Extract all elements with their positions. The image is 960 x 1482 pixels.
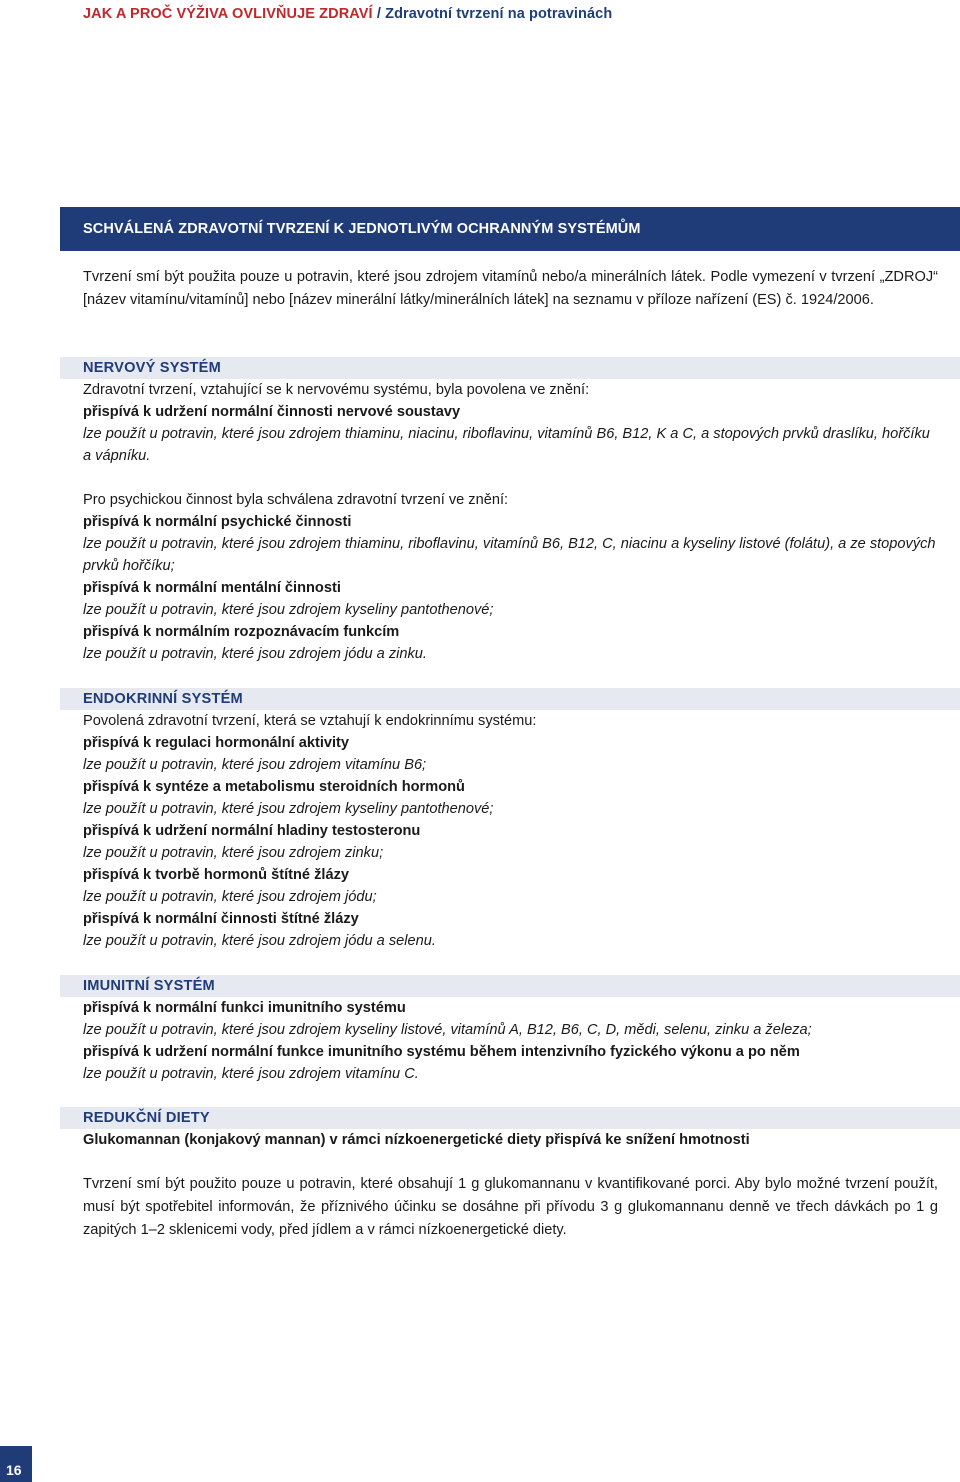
page-title: SCHVÁLENÁ ZDRAVOTNÍ TVRZENÍ K JEDNOTLIVÝM OCHRANNÝM SYSTÉMŮM (83, 221, 641, 237)
section-nervous (83, 357, 938, 665)
claim: přispívá k normální psychické činnosti (83, 514, 352, 530)
condition: lze použít u potravin, které jsou zdrojem thiaminu, niacinu, riboflavinu, vitamínů B6, B12, K a C, a stopových prvků draslíku, hořčíku a vápníku. (83, 426, 930, 464)
section-immune (83, 975, 938, 1085)
header-subtitle: Zdravotní tvrzení na potravinách (385, 6, 613, 22)
condition: lze použít u potravin, které jsou zdrojem vitamínu B6; (83, 757, 427, 773)
section-endocrine (83, 688, 938, 952)
claim: přispívá k normální činnosti štítné žlázy (83, 911, 359, 927)
section-lead: Povolená zdravotní tvrzení, která se vztahují k endokrinnímu systému: (83, 713, 537, 729)
condition: lze použít u potravin, které jsou zdrojem thiaminu, riboflavinu, vitamínů B6, B12, C, niacinu a kyseliny listové (folátu), a ze stopových prvků hořčíku; (83, 536, 936, 574)
condition: lze použít u potravin, které jsou zdrojem kyseliny listové, vitamínů A, B12, B6, C, D, mědi, selenu, zinku a železa; (83, 1022, 812, 1038)
page-number: 16 (6, 1462, 22, 1478)
condition: lze použít u potravin, které jsou zdrojem vitamínu C. (83, 1066, 419, 1082)
condition: lze použít u potravin, které jsou zdrojem kyseliny pantothenové; (83, 801, 494, 817)
section-title: ENDOKRINNÍ SYSTÉM (83, 691, 243, 707)
claim: přispívá k tvorbě hormonů štítné žlázy (83, 867, 349, 883)
condition: lze použít u potravin, které jsou zdrojem jódu a zinku. (83, 646, 427, 662)
condition: lze použít u potravin, které jsou zdrojem jódu; (83, 889, 377, 905)
running-header (83, 6, 612, 22)
section-lead: Zdravotní tvrzení, vztahující se k nervovému systému, byla povolena ve znění: (83, 382, 590, 398)
condition: lze použít u potravin, které jsou zdrojem kyseliny pantothenové; (83, 602, 494, 618)
claim: Glukomannan (konjakový mannan) v rámci nízkoenergetické diety přispívá ke snížení hmotnosti (83, 1132, 750, 1148)
claim: přispívá k normální mentální činnosti (83, 580, 341, 596)
section-title: REDUKČNÍ DIETY (83, 1110, 210, 1126)
claim: přispívá k udržení normální funkce imunitního systému během intenzivního fyzického výkonu a po něm (83, 1044, 800, 1060)
condition: lze použít u potravin, které jsou zdrojem zinku; (83, 845, 384, 861)
title-band (60, 207, 960, 251)
intro-paragraph: Tvrzení smí být použita pouze u potravin, které jsou zdrojem vitamínů nebo/a minerálních látek. Podle vymezení v tvrzení „ZDROJ“ [název vitamínu/vitamínů] nebo [název minerální látky/minerálních látek] na seznamu v příloze nařízení (ES) č. 1924/2006. (83, 269, 938, 308)
section-lead: Pro psychickou činnost byla schválena zdravotní tvrzení ve znění: (83, 492, 509, 508)
claim: přispívá k normálním rozpoznávacím funkcím (83, 624, 400, 640)
claim: přispívá k syntéze a metabolismu steroidních hormonů (83, 779, 465, 795)
section-title: IMUNITNÍ SYSTÉM (83, 978, 215, 994)
diet-paragraph: Tvrzení smí být použito pouze u potravin, které obsahují 1 g glukomannanu v kvantifikované porci. Aby bylo možné tvrzení použít, musí být spotřebitel informován, že příznivého účinku se dosáhne při přívodu 3 g glukomannanu denně ve třech dávkách po 1 g zapitých 1–2 sklenicemi vody, před jídlem a v rámci nízkoenergetické diety. (83, 1176, 938, 1238)
claim: přispívá k udržení normální činnosti nervové soustavy (83, 404, 461, 420)
header-separator: / (376, 6, 381, 22)
section-diet (83, 1107, 938, 1242)
claim: přispívá k udržení normální hladiny testosteronu (83, 823, 421, 839)
page-number-tab (0, 1446, 32, 1482)
header-main: JAK A PROČ VÝŽIVA OVLIVŇUJE ZDRAVÍ (83, 6, 373, 22)
section-title: NERVOVÝ SYSTÉM (83, 360, 221, 376)
claim: přispívá k regulaci hormonální aktivity (83, 735, 350, 751)
condition: lze použít u potravin, které jsou zdrojem jódu a selenu. (83, 933, 436, 949)
claim: přispívá k normální funkci imunitního systému (83, 1000, 406, 1016)
